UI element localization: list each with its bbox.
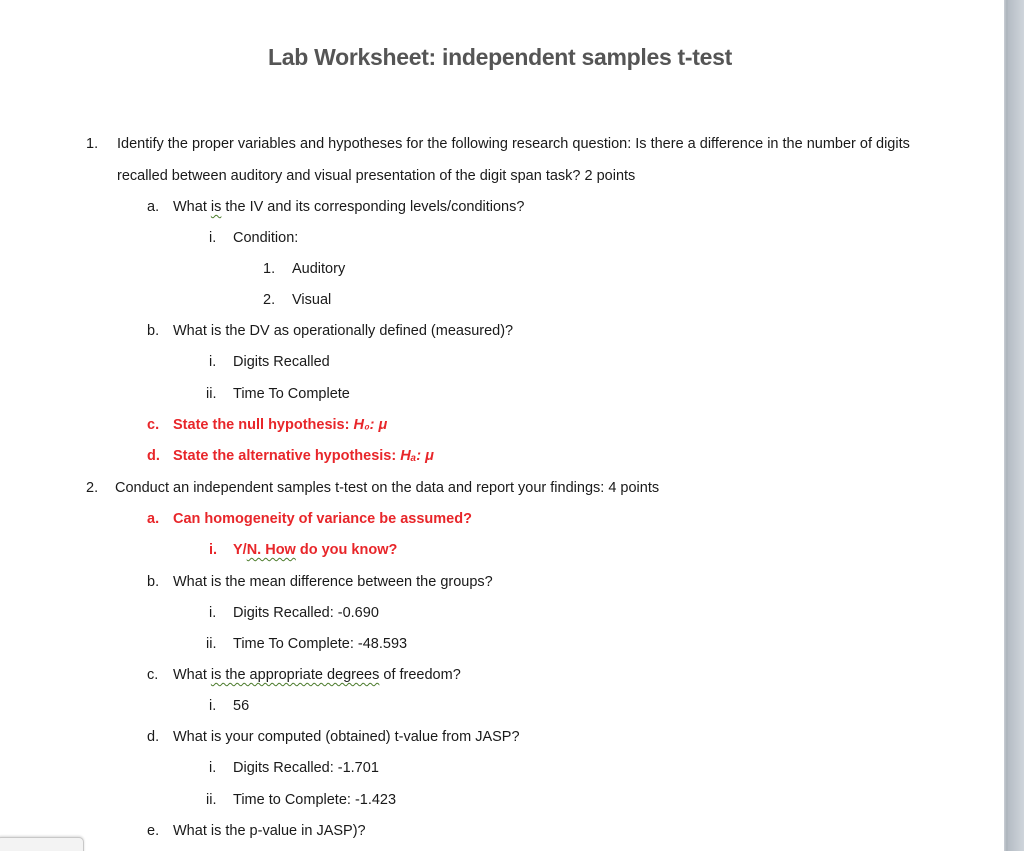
q2a-spellcheck-word: N. How xyxy=(246,542,296,558)
q1-question-text: Identify the proper variables and hypotheses for the following research question: Is there a difference in the number of digits xyxy=(117,136,910,152)
q1d-text: State the alternative hypothesis: Hₐ: μ xyxy=(173,448,434,464)
q2e-label: e. xyxy=(147,823,160,839)
q2d-ii-text: Time to Complete: -1.423 xyxy=(233,792,397,808)
q2c-i-text: 56 xyxy=(233,698,250,714)
q1a-i-text: Condition: xyxy=(233,230,299,246)
q1-number: 1. xyxy=(86,136,99,152)
q1b-text: What is the DV as operationally defined (measured)? xyxy=(173,323,514,339)
null-hypothesis-symbol: H₀: μ xyxy=(353,417,388,433)
q1b-i-label: i. xyxy=(209,354,217,370)
q2b-i-label: i. xyxy=(209,605,217,621)
q1a-text: What is the IV and its corresponding levels/conditions? xyxy=(173,199,525,215)
q2b-ii-label: ii. xyxy=(206,636,217,652)
q2a-text: Can homogeneity of variance be assumed? xyxy=(173,511,472,527)
q1a-level-2-text: Visual xyxy=(292,292,332,308)
q2b-i-text: Digits Recalled: -0.690 xyxy=(233,605,379,621)
q2b-text: What is the mean difference between the groups? xyxy=(173,574,493,590)
q2d-i-text: Digits Recalled: -1.701 xyxy=(233,760,379,776)
window-scrollbar[interactable] xyxy=(1004,0,1024,851)
q1c-label: c. xyxy=(147,417,160,433)
alt-hypothesis-symbol: Hₐ: μ xyxy=(400,448,434,464)
q2d-label: d. xyxy=(147,729,160,745)
q1d-label: d. xyxy=(147,448,160,464)
q2b-ii-text: Time To Complete: -48.593 xyxy=(233,636,408,652)
q1b-ii-text: Time To Complete xyxy=(233,386,350,402)
q1b-ii-label: ii. xyxy=(206,386,217,402)
q1a-level-1-label: 1. xyxy=(263,261,276,277)
q2-question-text: Conduct an independent samples t-test on the data and report your findings: 4 points xyxy=(115,480,660,496)
q2d-text: What is your computed (obtained) t-value from JASP? xyxy=(173,729,520,745)
q2d-i-label: i. xyxy=(209,760,217,776)
q2-number: 2. xyxy=(86,480,99,496)
q1a-level-2-label: 2. xyxy=(263,292,276,308)
q2c-i-label: i. xyxy=(209,698,217,714)
q2c-grammar-phrase: is the appropriate degrees xyxy=(210,667,380,683)
document-title: Lab Worksheet: independent samples t-test xyxy=(268,44,732,70)
q1c-text: State the null hypothesis: H₀: μ xyxy=(173,417,388,433)
q1a-level-1-text: Auditory xyxy=(292,261,346,277)
q2c-text: What is the appropriate degrees of freedom? xyxy=(173,667,461,683)
q1b-label: b. xyxy=(147,323,160,339)
q2a-i-label: i. xyxy=(209,542,218,558)
q1a-i-label: i. xyxy=(209,230,217,246)
status-bar-tab[interactable] xyxy=(0,837,84,851)
q2a-label: a. xyxy=(147,511,160,527)
q2e-text: What is the p-value in JASP)? xyxy=(173,823,366,839)
q2a-i-text: Y/N. How do you know? xyxy=(233,542,398,558)
q1a-spellcheck-word: is xyxy=(210,199,222,215)
q2b-label: b. xyxy=(147,574,160,590)
q2d-ii-label: ii. xyxy=(206,792,217,808)
q1-question-text-cont: recalled between auditory and visual presentation of the digit span task? 2 points xyxy=(117,168,636,184)
q1a-label: a. xyxy=(147,199,160,215)
q1b-i-text: Digits Recalled xyxy=(233,354,330,370)
q2c-label: c. xyxy=(147,667,159,683)
